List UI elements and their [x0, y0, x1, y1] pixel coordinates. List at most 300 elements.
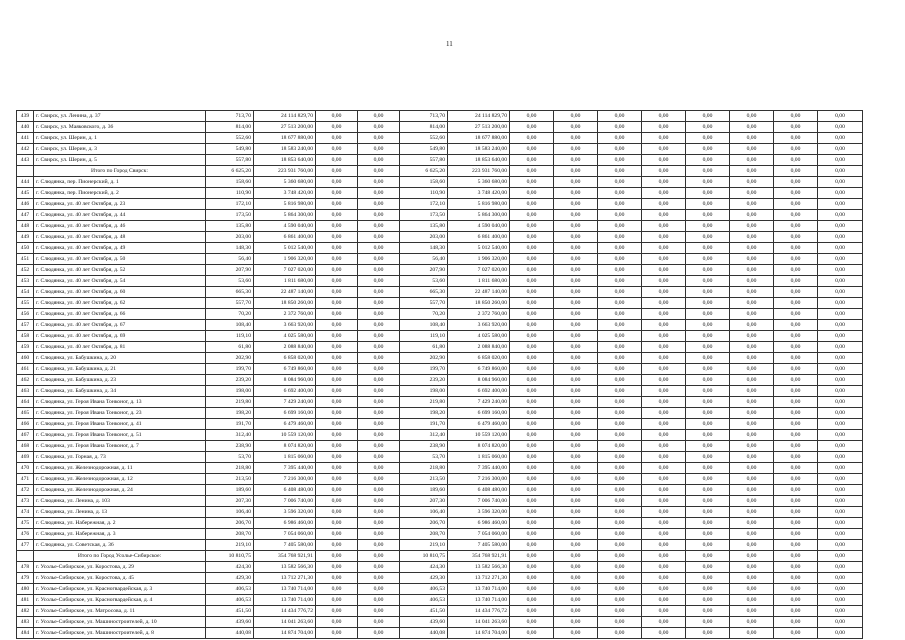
value-cell: 198,00	[400, 386, 448, 397]
value-cell: 0,00	[818, 353, 863, 364]
row-number-cell: 484	[17, 628, 34, 639]
value-cell: 0,00	[730, 144, 774, 155]
value-cell: 0,00	[510, 507, 554, 518]
value-cell: 0,00	[686, 221, 730, 232]
value-cell: 0,00	[730, 199, 774, 210]
value-cell: 0,00	[730, 485, 774, 496]
row-number-cell: 472	[17, 485, 34, 496]
value-cell: 0,00	[730, 210, 774, 221]
value-cell: 199,70	[206, 364, 254, 375]
value-cell: 0,00	[818, 177, 863, 188]
value-cell: 70,20	[206, 309, 254, 320]
value-cell: 0,00	[598, 342, 642, 353]
value-cell: 0,00	[554, 232, 598, 243]
value-cell: 0,00	[358, 606, 400, 617]
address-cell: Итого по Город Усолье-Сибирское:	[34, 551, 206, 562]
value-cell: 0,00	[598, 298, 642, 309]
table-row	[17, 628, 863, 639]
value-cell: 0,00	[730, 309, 774, 320]
value-cell: 2 372 760,00	[254, 309, 316, 320]
value-cell: 0,00	[510, 254, 554, 265]
value-cell: 18 850 260,00	[448, 298, 510, 309]
address-cell: г. Слюдянка, ул. Героя Ивана Тонконог, д. 13	[34, 397, 206, 408]
value-cell: 0,00	[642, 496, 686, 507]
address-cell: г. Свирск, ул. Шерин, д. 5	[34, 155, 206, 166]
value-cell: 0,00	[730, 507, 774, 518]
table-row	[17, 155, 863, 166]
value-cell: 0,00	[818, 111, 863, 122]
table-row	[17, 342, 863, 353]
table-row	[17, 408, 863, 419]
value-cell: 0,00	[316, 518, 358, 529]
value-cell: 0,00	[598, 463, 642, 474]
value-cell: 0,00	[686, 210, 730, 221]
row-number-cell: 444	[17, 177, 34, 188]
value-cell: 0,00	[316, 551, 358, 562]
value-cell: 0,00	[686, 474, 730, 485]
value-cell: 6 625,20	[206, 166, 254, 177]
value-cell: 0,00	[358, 243, 400, 254]
address-cell: г. Слюдянка, ул. 40 лет Октября, д. 23	[34, 199, 206, 210]
value-cell: 0,00	[554, 144, 598, 155]
table-row	[17, 617, 863, 628]
value-cell: 0,00	[358, 595, 400, 606]
value-cell: 0,00	[774, 133, 818, 144]
address-cell: г. Слюдянка, ул. Героя Ивана Тонконог, д. 51	[34, 430, 206, 441]
value-cell: 0,00	[358, 342, 400, 353]
value-cell: 0,00	[316, 419, 358, 430]
value-cell: 0,00	[818, 485, 863, 496]
value-cell: 0,00	[598, 452, 642, 463]
value-cell: 0,00	[686, 408, 730, 419]
value-cell: 0,00	[358, 419, 400, 430]
value-cell: 0,00	[686, 584, 730, 595]
value-cell: 0,00	[358, 254, 400, 265]
value-cell: 451,50	[206, 606, 254, 617]
value-cell: 0,00	[730, 254, 774, 265]
value-cell: 7 395 440,00	[254, 463, 316, 474]
value-cell: 0,00	[686, 287, 730, 298]
value-cell: 0,00	[730, 595, 774, 606]
value-cell: 0,00	[554, 496, 598, 507]
row-number-cell: 452	[17, 265, 34, 276]
table-row	[17, 606, 863, 617]
value-cell: 0,00	[554, 584, 598, 595]
table-row	[17, 452, 863, 463]
address-cell: г. Слюдянка, ул. 40 лет Октября, д. 60	[34, 287, 206, 298]
table-row	[17, 265, 863, 276]
value-cell: 53,60	[206, 276, 254, 287]
value-cell: 6 749 860,00	[254, 364, 316, 375]
value-cell: 6 858 020,00	[448, 353, 510, 364]
value-cell: 0,00	[598, 199, 642, 210]
value-cell: 14 874 704,00	[448, 628, 510, 639]
value-cell: 0,00	[730, 375, 774, 386]
value-cell: 203,00	[400, 232, 448, 243]
value-cell: 0,00	[510, 364, 554, 375]
table-row	[17, 485, 863, 496]
value-cell: 7 054 060,00	[254, 529, 316, 540]
value-cell: 0,00	[598, 595, 642, 606]
value-cell: 199,70	[400, 364, 448, 375]
value-cell: 0,00	[510, 397, 554, 408]
value-cell: 18 583 240,00	[254, 144, 316, 155]
value-cell: 0,00	[818, 562, 863, 573]
value-cell: 665,30	[400, 287, 448, 298]
value-cell: 0,00	[358, 364, 400, 375]
value-cell: 0,00	[510, 298, 554, 309]
address-cell: г. Усолье-Сибирское, ул. Коростова, д. 45	[34, 573, 206, 584]
value-cell: 7 216 300,00	[254, 474, 316, 485]
value-cell: 6 861 400,00	[254, 232, 316, 243]
address-cell: г. Свирск, ул. Маяковского, д. 36	[34, 122, 206, 133]
table-row	[17, 254, 863, 265]
value-cell: 0,00	[818, 430, 863, 441]
address-cell: г. Слюдянка, ул. Бабушкина, д. 34	[34, 386, 206, 397]
value-cell: 0,00	[642, 584, 686, 595]
value-cell: 0,00	[358, 133, 400, 144]
value-cell: 0,00	[774, 485, 818, 496]
value-cell: 135,80	[206, 221, 254, 232]
value-cell: 0,00	[818, 364, 863, 375]
value-cell: 0,00	[774, 144, 818, 155]
value-cell: 0,00	[510, 177, 554, 188]
value-cell: 0,00	[818, 199, 863, 210]
value-cell: 814,00	[400, 122, 448, 133]
value-cell: 0,00	[358, 155, 400, 166]
value-cell: 0,00	[316, 188, 358, 199]
value-cell: 56,40	[400, 254, 448, 265]
value-cell: 8 074 820,00	[254, 441, 316, 452]
value-cell: 0,00	[818, 221, 863, 232]
value-cell: 0,00	[554, 155, 598, 166]
value-cell: 0,00	[642, 298, 686, 309]
value-cell: 61,80	[206, 342, 254, 353]
value-cell: 0,00	[642, 606, 686, 617]
value-cell: 0,00	[554, 562, 598, 573]
address-cell: г. Слюдянка, ул. Героя Ивана Тонконог, д. 41	[34, 419, 206, 430]
row-number-cell: 450	[17, 243, 34, 254]
table-row	[17, 441, 863, 452]
value-cell: 14 041 263,60	[448, 617, 510, 628]
address-cell: г. Слюдянка, ул. Советская, д. 36	[34, 540, 206, 551]
value-cell: 18 853 640,00	[448, 155, 510, 166]
value-cell: 0,00	[554, 452, 598, 463]
value-cell: 0,00	[358, 221, 400, 232]
value-cell: 7 027 020,00	[254, 265, 316, 276]
table-row	[17, 364, 863, 375]
address-cell: г. Слюдянка, ул. 40 лет Октября, д. 69	[34, 331, 206, 342]
value-cell: 0,00	[686, 298, 730, 309]
value-cell: 0,00	[598, 133, 642, 144]
value-cell: 0,00	[730, 331, 774, 342]
value-cell: 61,80	[400, 342, 448, 353]
value-cell: 0,00	[642, 540, 686, 551]
value-cell: 0,00	[316, 573, 358, 584]
value-cell: 0,00	[510, 595, 554, 606]
value-cell: 0,00	[730, 441, 774, 452]
value-cell: 0,00	[316, 199, 358, 210]
value-cell: 0,00	[686, 320, 730, 331]
value-cell: 0,00	[316, 375, 358, 386]
value-cell: 0,00	[598, 496, 642, 507]
value-cell: 0,00	[554, 210, 598, 221]
value-cell: 207,30	[400, 496, 448, 507]
value-cell: 0,00	[686, 386, 730, 397]
value-cell: 0,00	[642, 375, 686, 386]
value-cell: 0,00	[358, 320, 400, 331]
value-cell: 13 740 714,00	[254, 595, 316, 606]
row-number-cell: 483	[17, 617, 34, 628]
value-cell: 0,00	[774, 188, 818, 199]
row-number-cell: 448	[17, 221, 34, 232]
value-cell: 13 582 566,30	[254, 562, 316, 573]
value-cell: 0,00	[510, 221, 554, 232]
address-cell: г. Слюдянка, ул. Бабушкина, д. 23	[34, 375, 206, 386]
address-cell: г. Слюдянка, ул. Бабушкина, д. 20	[34, 353, 206, 364]
value-cell: 0,00	[510, 243, 554, 254]
value-cell: 0,00	[554, 441, 598, 452]
value-cell: 0,00	[818, 210, 863, 221]
value-cell: 0,00	[598, 408, 642, 419]
value-cell: 0,00	[598, 331, 642, 342]
value-cell: 0,00	[774, 408, 818, 419]
address-cell: г. Слюдянка, пер. Пионерский, д. 1	[34, 177, 206, 188]
address-cell: г. Слюдянка, ул. 40 лет Октября, д. 67	[34, 320, 206, 331]
value-cell: 0,00	[686, 188, 730, 199]
table-row	[17, 111, 863, 122]
row-number-cell	[17, 551, 34, 562]
value-cell: 0,00	[774, 606, 818, 617]
value-cell: 0,00	[730, 463, 774, 474]
value-cell: 0,00	[642, 430, 686, 441]
value-cell: 0,00	[554, 243, 598, 254]
value-cell: 0,00	[730, 628, 774, 639]
value-cell: 0,00	[598, 540, 642, 551]
value-cell: 0,00	[554, 529, 598, 540]
value-cell: 0,00	[730, 617, 774, 628]
row-number-cell: 476	[17, 529, 34, 540]
table-body	[17, 111, 863, 639]
value-cell: 10 810,75	[400, 551, 448, 562]
value-cell: 18 677 880,00	[254, 133, 316, 144]
value-cell: 18 850 260,00	[254, 298, 316, 309]
value-cell: 0,00	[686, 540, 730, 551]
value-cell: 557,80	[206, 155, 254, 166]
address-cell: г. Слюдянка, ул. Набережная, д. 2	[34, 518, 206, 529]
value-cell: 18 677 880,00	[448, 133, 510, 144]
table-row	[17, 199, 863, 210]
table-total-row	[17, 166, 863, 177]
value-cell: 13 582 566,30	[448, 562, 510, 573]
value-cell: 406,53	[400, 584, 448, 595]
row-number-cell: 474	[17, 507, 34, 518]
value-cell: 0,00	[358, 397, 400, 408]
value-cell: 0,00	[554, 628, 598, 639]
value-cell: 0,00	[730, 221, 774, 232]
value-cell: 238,90	[400, 441, 448, 452]
table-row	[17, 518, 863, 529]
value-cell: 0,00	[774, 364, 818, 375]
value-cell: 0,00	[510, 474, 554, 485]
value-cell: 0,00	[316, 122, 358, 133]
value-cell: 0,00	[686, 199, 730, 210]
value-cell: 0,00	[686, 111, 730, 122]
value-cell: 0,00	[818, 320, 863, 331]
value-cell: 8 084 960,00	[448, 375, 510, 386]
value-cell: 6 699 160,00	[254, 408, 316, 419]
value-cell: 0,00	[642, 199, 686, 210]
value-cell: 7 006 740,00	[254, 496, 316, 507]
table-row	[17, 122, 863, 133]
value-cell: 0,00	[642, 441, 686, 452]
value-cell: 14 041 263,60	[254, 617, 316, 628]
value-cell: 0,00	[686, 617, 730, 628]
value-cell: 0,00	[730, 430, 774, 441]
address-cell: г. Свирск, ул. Ленина, д. 37	[34, 111, 206, 122]
value-cell: 0,00	[774, 353, 818, 364]
value-cell: 0,00	[510, 375, 554, 386]
value-cell: 7 006 740,00	[448, 496, 510, 507]
value-cell: 0,00	[358, 188, 400, 199]
value-cell: 0,00	[510, 496, 554, 507]
value-cell: 5 864 300,00	[254, 210, 316, 221]
value-cell: 0,00	[730, 573, 774, 584]
value-cell: 8 074 820,00	[448, 441, 510, 452]
row-number-cell: 439	[17, 111, 34, 122]
row-number-cell: 463	[17, 386, 34, 397]
value-cell: 0,00	[818, 441, 863, 452]
value-cell: 189,60	[400, 485, 448, 496]
address-cell: г. Слюдянка, ул. 40 лет Октября, д. 52	[34, 265, 206, 276]
value-cell: 0,00	[510, 188, 554, 199]
value-cell: 0,00	[554, 463, 598, 474]
value-cell: 0,00	[686, 606, 730, 617]
value-cell: 0,00	[774, 375, 818, 386]
value-cell: 0,00	[598, 507, 642, 518]
value-cell: 0,00	[316, 287, 358, 298]
value-cell: 0,00	[598, 628, 642, 639]
value-cell: 0,00	[598, 364, 642, 375]
value-cell: 70,20	[400, 309, 448, 320]
value-cell: 0,00	[316, 342, 358, 353]
address-cell: г. Слюдянка, ул. Набережная, д. 3	[34, 529, 206, 540]
value-cell: 0,00	[554, 166, 598, 177]
value-cell: 0,00	[554, 298, 598, 309]
table-row	[17, 496, 863, 507]
value-cell: 0,00	[316, 210, 358, 221]
value-cell: 1 906 320,00	[254, 254, 316, 265]
value-cell: 0,00	[730, 397, 774, 408]
value-cell: 0,00	[642, 397, 686, 408]
value-cell: 0,00	[730, 122, 774, 133]
value-cell: 0,00	[598, 397, 642, 408]
value-cell: 1 811 680,00	[254, 276, 316, 287]
value-cell: 0,00	[818, 606, 863, 617]
value-cell: 158,60	[400, 177, 448, 188]
value-cell: 14 434 776,72	[254, 606, 316, 617]
value-cell: 0,00	[358, 298, 400, 309]
value-cell: 24 114 829,70	[254, 111, 316, 122]
value-cell: 0,00	[598, 419, 642, 430]
value-cell: 0,00	[818, 298, 863, 309]
value-cell: 106,40	[206, 507, 254, 518]
value-cell: 6 408 480,00	[448, 485, 510, 496]
row-number-cell: 445	[17, 188, 34, 199]
value-cell: 0,00	[686, 133, 730, 144]
value-cell: 0,00	[510, 573, 554, 584]
value-cell: 0,00	[554, 133, 598, 144]
value-cell: 0,00	[598, 474, 642, 485]
value-cell: 0,00	[686, 364, 730, 375]
value-cell: 0,00	[730, 540, 774, 551]
value-cell: 110,90	[400, 188, 448, 199]
value-cell: 3 748 420,00	[448, 188, 510, 199]
value-cell: 0,00	[358, 529, 400, 540]
value-cell: 6 625,20	[400, 166, 448, 177]
repair-schedule-table	[16, 110, 863, 639]
value-cell: 0,00	[598, 177, 642, 188]
value-cell: 6 986 460,00	[254, 518, 316, 529]
value-cell: 0,00	[358, 287, 400, 298]
value-cell: 1 811 680,00	[448, 276, 510, 287]
value-cell: 0,00	[316, 628, 358, 639]
table-row	[17, 474, 863, 485]
row-number-cell: 470	[17, 463, 34, 474]
row-number-cell: 456	[17, 309, 34, 320]
value-cell: 0,00	[554, 254, 598, 265]
value-cell: 0,00	[510, 342, 554, 353]
table-row	[17, 419, 863, 430]
value-cell: 0,00	[358, 408, 400, 419]
value-cell: 0,00	[730, 298, 774, 309]
value-cell: 18 853 640,00	[254, 155, 316, 166]
value-cell: 0,00	[358, 265, 400, 276]
value-cell: 0,00	[818, 254, 863, 265]
address-cell: г. Слюдянка, ул. Железнодорожная, д. 12	[34, 474, 206, 485]
row-number-cell: 451	[17, 254, 34, 265]
address-cell: г. Слюдянка, ул. Горная, д. 73	[34, 452, 206, 463]
value-cell: 7 216 300,00	[448, 474, 510, 485]
row-number-cell: 465	[17, 408, 34, 419]
value-cell: 0,00	[598, 485, 642, 496]
value-cell: 0,00	[774, 232, 818, 243]
value-cell: 0,00	[358, 573, 400, 584]
value-cell: 0,00	[316, 232, 358, 243]
address-cell: г. Слюдянка, ул. 40 лет Октября, д. 48	[34, 232, 206, 243]
value-cell: 0,00	[686, 452, 730, 463]
table-row	[17, 375, 863, 386]
value-cell: 0,00	[730, 452, 774, 463]
value-cell: 0,00	[818, 287, 863, 298]
value-cell: 0,00	[316, 397, 358, 408]
value-cell: 0,00	[730, 474, 774, 485]
value-cell: 0,00	[686, 265, 730, 276]
value-cell: 0,00	[818, 155, 863, 166]
value-cell: 0,00	[642, 188, 686, 199]
value-cell: 0,00	[316, 298, 358, 309]
table-row	[17, 309, 863, 320]
value-cell: 0,00	[818, 265, 863, 276]
value-cell: 7 429 240,00	[254, 397, 316, 408]
value-cell: 552,60	[206, 133, 254, 144]
value-cell: 0,00	[730, 606, 774, 617]
value-cell: 0,00	[730, 276, 774, 287]
value-cell: 0,00	[554, 518, 598, 529]
value-cell: 0,00	[358, 309, 400, 320]
value-cell: 0,00	[774, 386, 818, 397]
value-cell: 0,00	[510, 430, 554, 441]
